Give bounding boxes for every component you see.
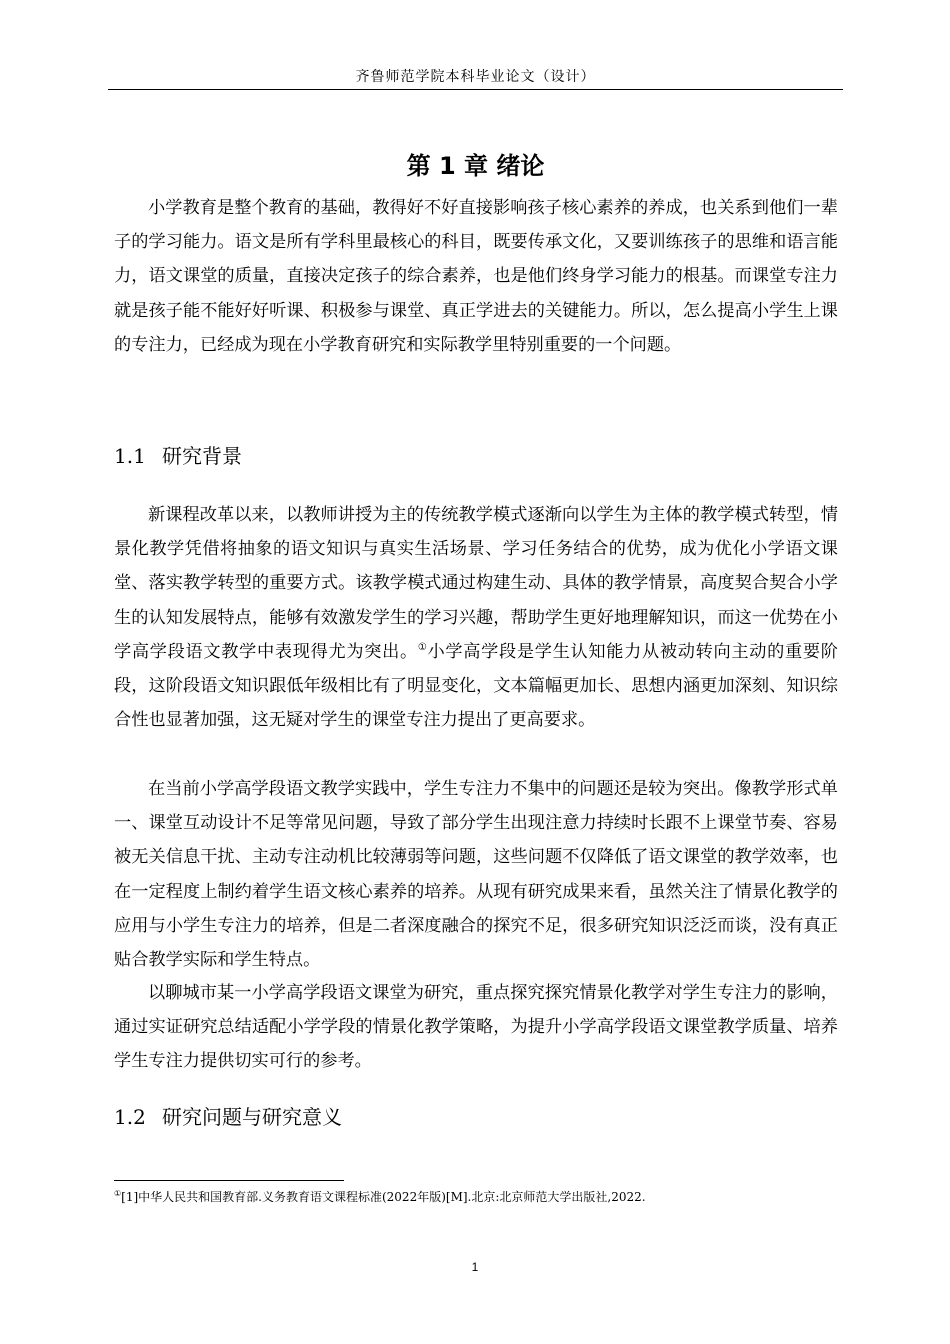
running-header: 齐鲁师范学院本科毕业论文（设计） — [355, 69, 596, 85]
section-number: 1.2 — [114, 1105, 146, 1129]
footnote-reference[interactable]: ① — [417, 641, 428, 653]
background-paragraph-2: 在当前小学高学段语文教学实践中，学生专注力不集中的问题还是较为突出。像教学形式单一、课堂互动设计不足等常见问题，导致了部分学生出现注意力持续时长跟不上课堂节奏、容易被无关信息干扰、主动专注动机比较薄弱等问题，这些问题不仅降低了语文课堂的教学效率，也在一定程度上制约着学生语文核心素养的培养。从现有研究成果来看，虽然关注了情景化教学的应用与小学生专注力的培养，但是二者深度融合的探究不足，很多研究知识泛泛而谈，没有真正贴合教学实际和学生特点。 — [114, 779, 838, 971]
footnote-text: [1]中华人民共和国教育部.义务教育语文课程标准(2022年版)[M].北京:北京师范大学出版社,2022. — [121, 1190, 646, 1204]
header-rule — [108, 89, 843, 90]
footnote-mark: ① — [114, 1189, 122, 1198]
footnote-separator — [114, 1180, 344, 1181]
section-title: 研究问题与研究意义 — [162, 1105, 342, 1129]
footnote — [114, 1188, 844, 1206]
section-heading-1-2 — [114, 1101, 342, 1130]
background-paragraph-3: 以聊城市某一小学高学段语文课堂为研究，重点探究探究情景化教学对学生专注力的影响，通过实证研究总结适配小学学段的情景化教学策略，为提升小学高学段语文课堂教学质量、培养学生专注力提供切实可行的参考。 — [114, 983, 838, 1072]
section-heading-1-1 — [114, 440, 242, 469]
background-paragraph-1-text-b: 小学高学段是学生认知能力从被动转向主动的重要阶段，这阶段语文知识跟低年级相比有了明显变化，文本篇幅更加长、思想内涵更加深刻、知识综合性也显著加强，这无疑对学生的课堂专注力提出了更高要求。 — [114, 641, 838, 731]
background-paragraph-1 — [114, 498, 838, 737]
chapter-title: 第 1 章 绪论 — [406, 152, 545, 180]
intro-paragraph: 小学教育是整个教育的基础，教得好不好直接影响孩子核心素养的养成，也关系到他们一辈子的学习能力。语文是所有学科里最核心的科目，既要传承文化，又要训练孩子的思维和语言能力，语文课堂的质量，直接决定孩子的综合素养，也是他们终身学习能力的根基。而课堂专注力就是孩子能不能好好听课、积极参与课堂、真正学进去的关键能力。所以，怎么提高小学生上课的专注力，已经成为现在小学教育研究和实际教学里特别重要的一个问题。 — [114, 198, 838, 355]
background-paragraph-1-text-a: 新课程改革以来，以教师讲授为主的传统教学模式逐渐向以学生为主体的教学模式转型，情景化教学凭借将抽象的语文知识与真实生活场景、学习任务结合的优势，成为优化小学语文课堂、落实教学转型的重要方式。该教学模式通过构建生动、具体的教学情景，高度契合契合小学生的认知发展特点，能够有效激发学生的学习兴趣，帮助学生更好地理解知识，而这一优势在小学高学段语文教学中表现得尤为突出。 — [114, 505, 838, 662]
page-number: 1 — [471, 1260, 479, 1274]
section-title: 研究背景 — [162, 444, 242, 468]
section-number: 1.1 — [114, 444, 146, 468]
